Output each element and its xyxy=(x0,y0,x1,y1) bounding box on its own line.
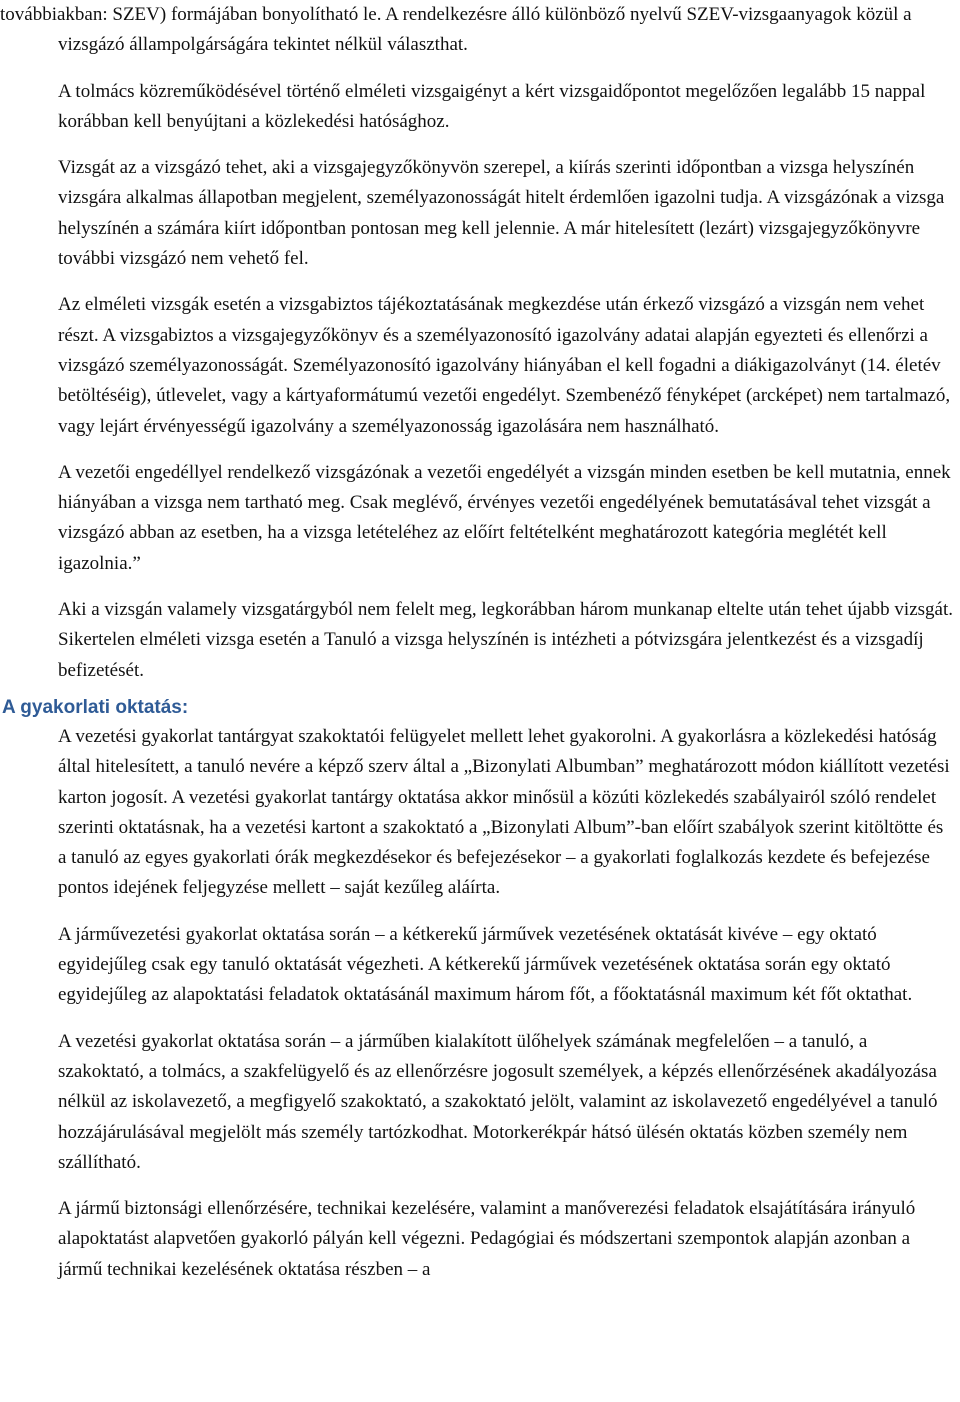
section-heading-practical-training: A gyakorlati oktatás: xyxy=(2,696,189,718)
paragraph-driving-license: A vezetői engedéllyel rendelkező vizsgázónak a vezetői engedélyét a vizsgán minden esetben be kell mutatnia, ennek hiányában a vizsga nem tartható meg. Csak meglévő, érvényes vezetői engedélyének bemutatásával tehet vizsgát a vizsgázó abban az esetben, ha a vizsga letételéhez az előírt feltételként meghatározott kategória meglétét kell igazolnia.” xyxy=(58,461,951,574)
paragraph-driving-practice: A vezetési gyakorlat tantárgyat szakoktatói felügyelet mellett lehet gyakorolni. A gyakorlásra a közlekedési hatóság által hitelesített, a tanuló nevére a képző szerv által a „Bizonylati Albumban” meghatározott módon kiállított vezetési karton jogosít. A vezetési gyakorlat tantárgy oktatása akkor minősül a közúti közlekedés szabályairól szóló rendelet szerinti oktatásnak, ha a vezetési kartont a szakoktató a „Bizonylati Album”-ban előírt szabályok szerint kitöltötte és a tanuló az egyes gyakorlati órák megkezdésekor és befejezésekor – a gyakorlati foglalkozás kezdete és befejezése pontos idejének feljegyzése mellett – saját kezűleg aláírta. xyxy=(58,725,950,899)
paragraph-interpreter-request: A tolmács közreműködésével történő elméleti vizsgaigényt a kért vizsgaidőpontot megelőzően legalább 15 nappal korábban kell benyújtani a közlekedési hatósághoz. xyxy=(58,80,926,132)
paragraph-basic-training-track: A jármű biztonsági ellenőrzésére, technikai kezelésére, valamint a manőverezési feladatok elsajátítására irányuló alapoktatást alapvetően gyakorló pályán kell végezni. Pedagógiai és módszertani szempontok alapján azonban a jármű technikai kezelésének oktatása részben – a xyxy=(58,1198,916,1280)
paragraph-instructor-ratio: A járművezetési gyakorlat oktatása során – a kétkerekű járművek vezetésének oktatását kivéve – egy oktató egyidejűleg csak egy tanuló oktatását végezheti. A kétkerekű járművek vezetésének oktatása során egy oktató egyidejűleg az alapoktatási feladatok oktatásánál maximum három főt, a főoktatásnál maximum két főt oktathat. xyxy=(58,923,913,1006)
paragraph-identity-check: Az elméleti vizsgák esetén a vizsgabiztos tájékoztatásának megkezdése után érkező vizsgázó a vizsgán nem vehet részt. A vizsgabiztos a vizsgajegyzőkönyv és a személyazonosító igazolvány adatai alapján egyezteti és ellenőrzi a vizsgázó személyazonosságát. Személyazonosító igazolvány hiányában el kell fogadni a diákigazolványt (14. életév betöltéséig), útlevelet, vagy a kártyaformátumú vezetői engedélyt. Szembenéző fényképet (arcképet) nem tartalmazó, vagy lejárt érvényességű igazolvány a személyazonosság igazolására nem használható. xyxy=(58,294,951,437)
paragraph-vehicle-occupants: A vezetési gyakorlat oktatása során – a járműben kialakított ülőhelyek számának megfelelően – a tanuló, a szakoktató, a tolmács, a szakfelügyelő és az ellenőrzésre jogosult személyek, a képzés ellenőrzésének akadályozása nélkül az iskolavezető, a megfigyelő szakoktató, a szakoktató jelölt, valamint az iskolavezető engedélyével a tanuló hozzájárulásával megjelölt más személy tartózkodhat. Motorkerékpár hátsó ülésén oktatás közben személy nem szállítható. xyxy=(58,1030,938,1173)
intro-paragraph: továbbiakban: SZEV) formájában bonyolítható le. A rendelkezésre álló különböző nyelvű SZEV-vizsgaanyagok közül a vizsgázó állampolgárságára tekintet nélkül választhat. xyxy=(0,4,912,56)
paragraph-exam-eligibility: Vizsgát az a vizsgázó tehet, aki a vizsgajegyzőkönyvön szerepel, a kiírás szerinti időpontban a vizsga helyszínén vizsgára alkalmas állapotban megjelent, személyazonosságát hitelt érdemlően igazolni tudja. A vizsgázónak a vizsga helyszínén a számára kiírt időpontban pontosan meg kell jelennie. A már hitelesített (lezárt) vizsgajegyzőkönyvre további vizsgázó nem vehető fel. xyxy=(58,157,945,270)
paragraph-retake: Aki a vizsgán valamely vizsgatárgyból nem felelt meg, legkorábban három munkanap eltelte után tehet újabb vizsgát. Sikertelen elméleti vizsga esetén a Tanuló a vizsga helyszínén is intézheti a pótvizsgára jelentkezést és a vizsgadíj befizetését. xyxy=(58,599,953,681)
